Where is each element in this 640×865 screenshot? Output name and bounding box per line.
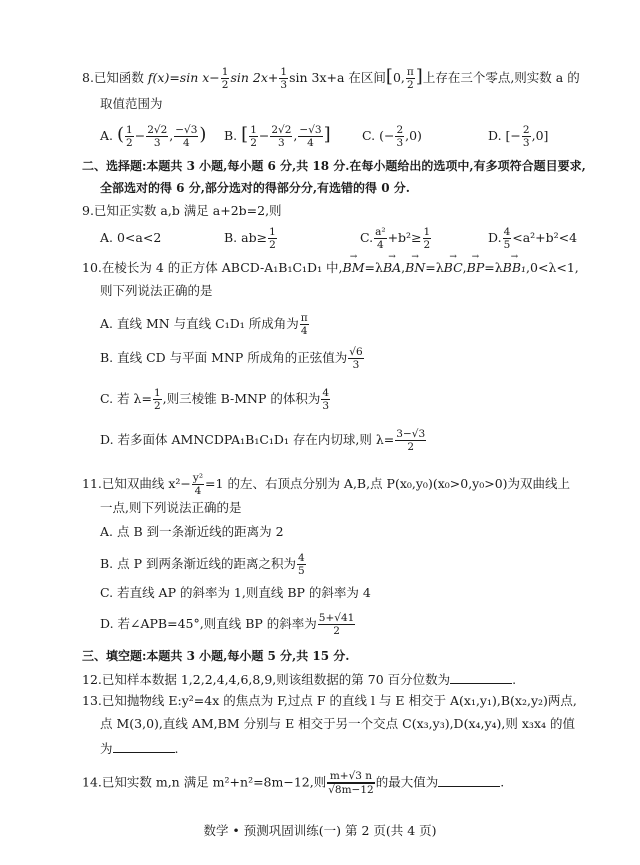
- section-3-heading: 三、填空题:本题共 3 小题,每小题 5 分,共 15 分.: [82, 649, 350, 663]
- q14-answer-blank[interactable]: [438, 775, 500, 787]
- q8-option-c[interactable]: C. (− $\frac{2}{3}$ ,0): [362, 124, 422, 149]
- q13-stem: 13.已知抛物线 E:y²=4x 的焦点为 F,过点 F 的直线 l 与 E 相交于 A(x₁,y₁),B(x₂,y₂)两点,: [82, 693, 577, 708]
- section-2-heading-line2: 全部选对的得 6 分,部分选对的得部分分,有选错的得 0 分.: [100, 181, 410, 195]
- q10-option-b[interactable]: B. 直线 CD 与平面 MNP 所成角的正弦值为 $\frac{√6}{3}$: [100, 346, 363, 371]
- q9-option-b[interactable]: B. ab≥ $\frac{1}{2}$: [224, 226, 276, 251]
- section-2-heading: 二、选择题:本题共 3 小题,每小题 6 分,共 18 分.在每小题给出的选项中,有多项符合题目要求,: [82, 159, 586, 173]
- q8-option-b[interactable]: B. [ $\frac{1}{2}$ − $\frac{2√2}{3}$ , $\frac{-√3}{4}$ ]: [224, 124, 331, 149]
- q11-option-a[interactable]: A. 点 B 到一条渐近线的距离为 2: [100, 524, 284, 539]
- q9-stem: 9.已知正实数 a,b 满足 a+2b=2,则: [82, 203, 282, 218]
- q10-option-a[interactable]: A. 直线 MN 与直线 C₁D₁ 所成角为 $\frac{\pi}{4}$: [100, 312, 308, 337]
- q11-option-c[interactable]: C. 若直线 AP 的斜率为 1,则直线 BP 的斜率为 4: [100, 585, 371, 600]
- page-footer: 数学 • 预测巩固训练(一) 第 2 页(共 4 页): [203, 823, 437, 838]
- q11-option-b[interactable]: B. 点 P 到两条渐近线的距离之积为 $\frac{4}{5}$: [100, 552, 305, 577]
- q14-stem: 14.已知实数 m,n 满足 m²+n²=8m−12,则 $\frac{m+√3 n}{√8m-12}$ 的最大值为 .: [82, 770, 505, 796]
- q11-stem: 11.已知双曲线 x²− $\frac{\text{y²}}{4}$ =1 的左、右顶点分别为 A,B,点 P(x₀,y₀)(x₀>0,y₀>0)为双曲线上: [82, 472, 571, 497]
- q10-option-d[interactable]: D. 若多面体 AMNCDPA₁B₁C₁D₁ 存在内切球,则 λ= $\frac{3-√3}{2}$: [100, 428, 426, 453]
- q10-stem-line2: 则下列说法正确的是: [100, 283, 213, 298]
- q13-stem-line3: 为 .: [100, 741, 179, 756]
- q8-option-d[interactable]: D. [− $\frac{2}{3}$ ,0]: [488, 124, 549, 149]
- q9-option-a[interactable]: A. 0<a<2: [100, 230, 162, 245]
- q13-stem-line2: 点 M(3,0),直线 AM,BM 分别与 E 相交于另一个交点 C(x₃,y₃),D(x₄,y₄),则 x₃x₄ 的值: [100, 716, 575, 731]
- q12-answer-blank[interactable]: [450, 672, 512, 684]
- q11-stem-line2: 一点,则下列说法正确的是: [100, 500, 242, 515]
- q8-stem: 8.已知函数 f(x)=sin x− $\frac{1}{2}$ sin 2x+ $\frac{1}{3}$ sin 3x+a 在区间[0, $\frac{\pi}{2}$ ]上存在三个零点,则实数 a 的: [82, 66, 580, 91]
- q9-option-c[interactable]: C. $\frac{\text{a²}}{4}$ +b²≥ $\frac{1}{2}$: [360, 226, 431, 251]
- q12-stem: 12.已知样本数据 1,2,2,4,4,6,8,9,则该组数据的第 70 百分位数为 .: [82, 672, 517, 687]
- q10-stem: 10.在棱长为 4 的正方体 ABCD-A₁B₁C₁D₁ 中,→ BM=λ→ BA,→ BN=λ→ BC,→ BP=λ→ BB₁,0<λ<1,: [82, 262, 579, 275]
- q8-option-a[interactable]: A. ( $\frac{1}{2}$ − $\frac{2√2}{3}$ , $\frac{-√3}{4}$ ): [100, 124, 207, 149]
- q8-stem-line2: 取值范围为: [100, 96, 163, 111]
- q10-option-c[interactable]: C. 若 λ= $\frac{1}{2}$ ,则三棱锥 B-MNP 的体积为 $\frac{4}{3}$: [100, 387, 330, 412]
- q11-option-d[interactable]: D. 若∠APB=45°,则直线 BP 的斜率为 $\frac{5+√41}{2}$: [100, 612, 355, 637]
- q13-answer-blank[interactable]: [113, 741, 175, 753]
- q9-option-d[interactable]: D. $\frac{4}{5}$ <a²+b²<4: [488, 226, 578, 251]
